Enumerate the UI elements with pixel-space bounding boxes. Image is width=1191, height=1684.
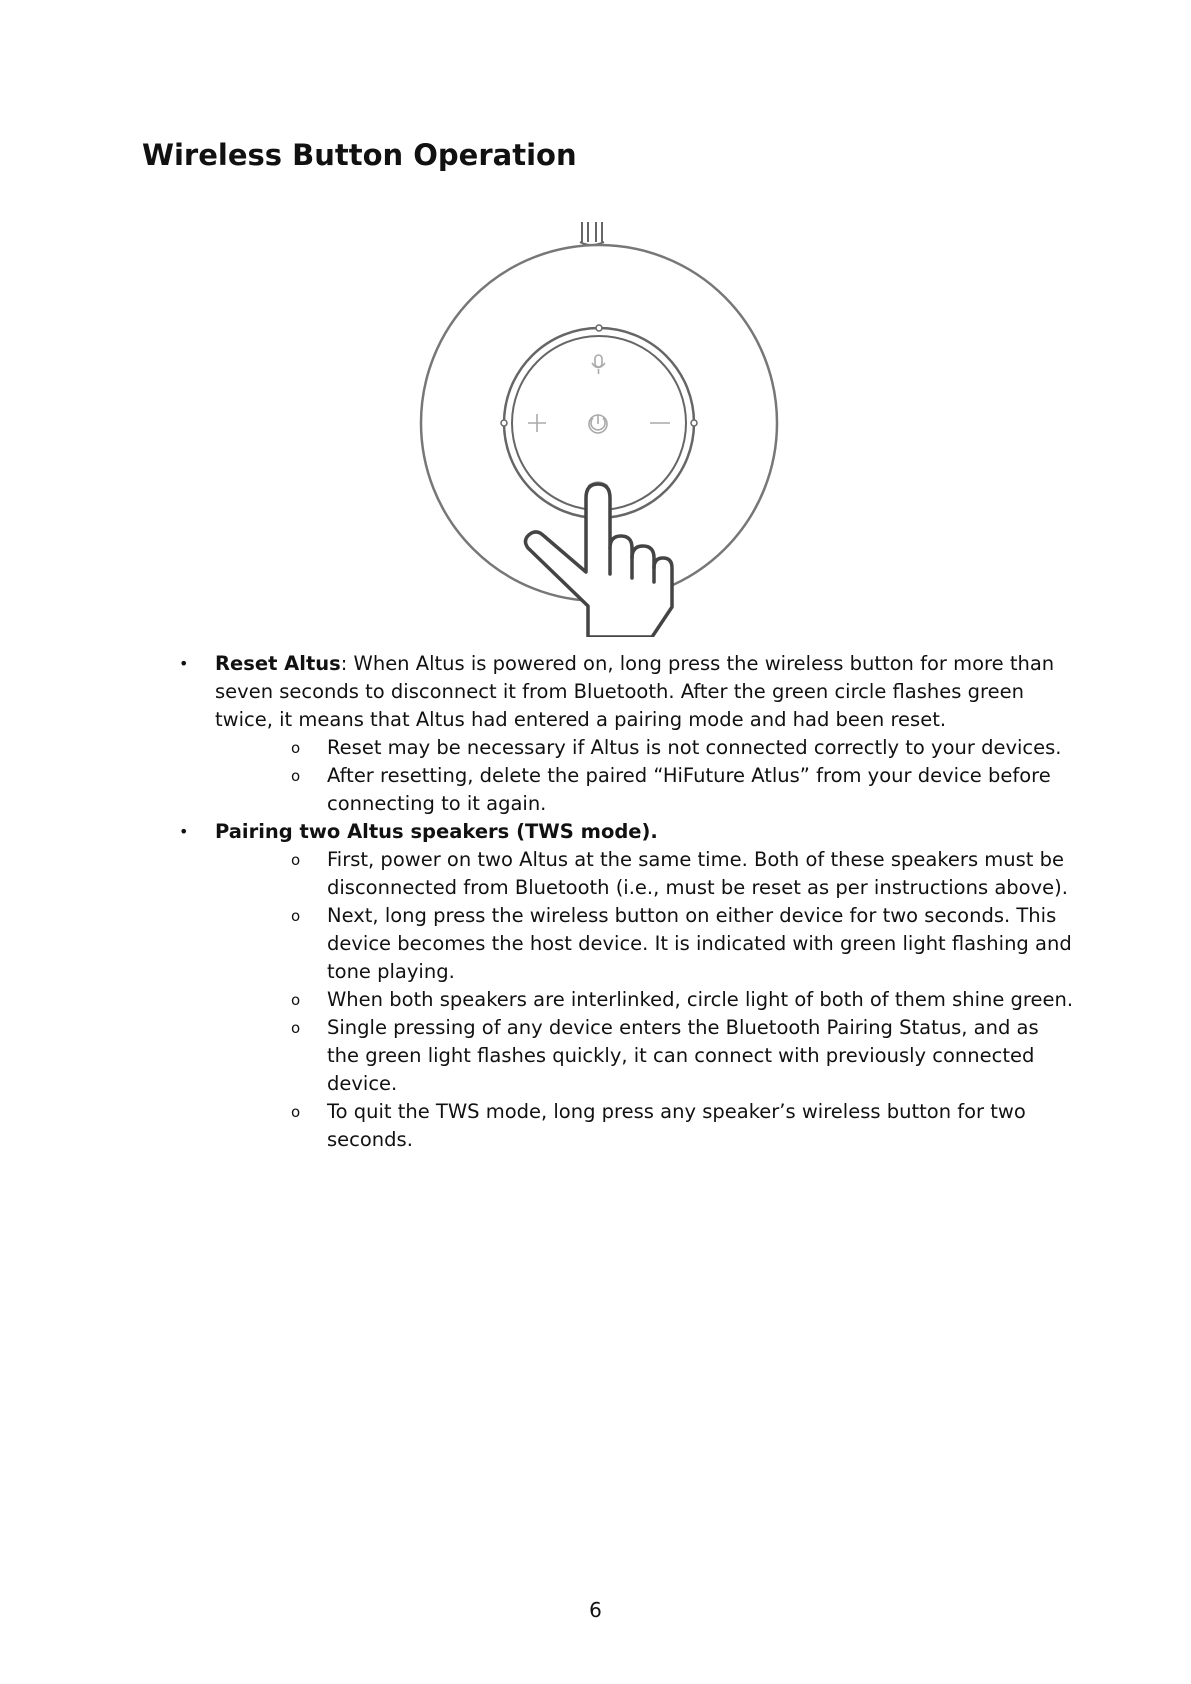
sub-bullet-icon: o (291, 1103, 301, 1121)
sub-item-text: First, power on two Altus at the same time. Both of these speakers must be disconnected from Bluetooth (i.e., must be reset as per instructions above). (327, 848, 1068, 899)
sub-item (215, 846, 1075, 902)
bullet-list (175, 650, 1075, 1154)
sub-item (215, 986, 1075, 1014)
sub-list (215, 846, 1075, 1154)
sub-item-text: Reset may be necessary if Altus is not connected correctly to your devices. (327, 736, 1062, 759)
sub-item-text: To quit the TWS mode, long press any speaker’s wireless button for two seconds. (327, 1100, 1026, 1151)
sub-bullet-icon: o (291, 907, 301, 925)
sub-item-text: When both speakers are interlinked, circle light of both of them shine green. (327, 988, 1074, 1011)
sub-list (215, 734, 1075, 818)
bullet-reset-altus (175, 650, 1075, 818)
volume-up-icon (528, 414, 546, 432)
strap-icon (580, 222, 604, 245)
sub-item (215, 1098, 1075, 1154)
sub-item-text: Single pressing of any device enters the Bluetooth Pairing Status, and as the green light flashes quickly, it can connect with previously connected device. (327, 1016, 1039, 1095)
bullet-icon: • (179, 822, 189, 841)
bullet-label: Reset Altus (215, 652, 341, 675)
sub-bullet-icon: o (291, 851, 301, 869)
speaker-figure (400, 222, 780, 637)
sub-bullet-icon: o (291, 767, 301, 785)
sub-item (215, 762, 1075, 818)
sub-item (215, 1014, 1075, 1098)
sub-bullet-icon: o (291, 991, 301, 1009)
ring-dot-left (501, 420, 507, 426)
power-icon (589, 415, 607, 433)
sub-item-text: Next, long press the wireless button on either device for two seconds. This device becomes the host device. It is indicated with green light flashing and tone playing. (327, 904, 1072, 983)
ring-dot-right (691, 420, 697, 426)
sub-bullet-icon: o (291, 1019, 301, 1037)
sub-bullet-icon: o (291, 739, 301, 757)
sub-item-text: After resetting, delete the paired “HiFuture Atlus” from your device before connecting to it again. (327, 764, 1051, 815)
bullet-label: Pairing two Altus speakers (TWS mode). (215, 820, 658, 843)
sub-item (215, 902, 1075, 986)
page-number: 6 (589, 1598, 602, 1622)
speaker-illustration (400, 222, 780, 637)
instructions (175, 650, 1075, 1154)
pointing-hand-icon (525, 484, 672, 637)
bullet-tws-mode (175, 818, 1075, 1154)
bullet-icon: • (179, 654, 189, 673)
mic-icon (592, 355, 605, 374)
page-title: Wireless Button Operation (142, 138, 577, 172)
sub-item (215, 734, 1075, 762)
ring-dot-top (596, 325, 602, 331)
bullet-text: : When Altus is powered on, long press the wireless button for more than seven seconds to disconnect it from Bluetooth. After the green circle flashes green twice, it means that Altus had entered a pairing mode and had been reset. (215, 652, 1055, 731)
